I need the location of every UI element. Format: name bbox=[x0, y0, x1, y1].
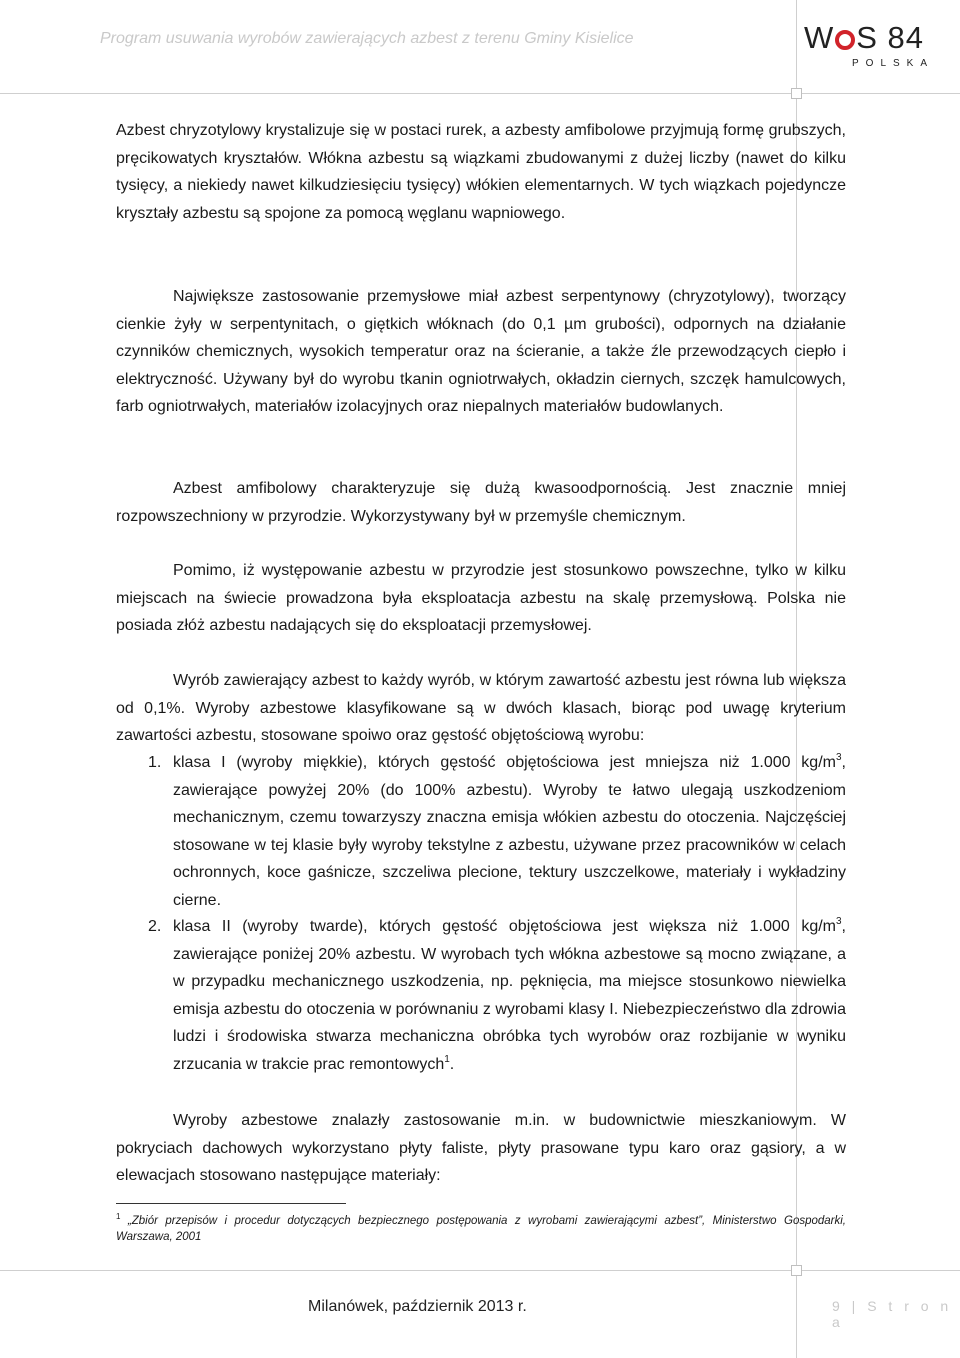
header-rule bbox=[0, 93, 960, 94]
company-logo bbox=[800, 20, 940, 70]
footnote-number: 1 bbox=[116, 1212, 121, 1221]
paragraph-serpentine-usage: Największe zastosowanie przemysłowe miał azbest serpentynowy (chryzotylowy), tworzący cienkie żyły w serpentynitach, o giętkich włóknach (do 0,1 µm grubości), odpornych na działanie czynników chemicznych, wysokich temperatur oraz na ścieranie, a także źle przewodzących ciepło i elektryczność. Używany był do wyrobu tkanin ogniotrwałych, okładzin ciernych, szczęk hamulcowych, farb ogniotrwałych, materiałów izolacyjnych oraz niepalnych materiałów budowlanych. bbox=[116, 288, 846, 416]
document-header-title: Program usuwania wyrobów zawierających azbest z terenu Gminy Kisielice bbox=[100, 30, 634, 47]
footer-corner-marker bbox=[791, 1265, 802, 1276]
page-number: 9 | S t r o n a bbox=[832, 1298, 953, 1330]
footnote-reference[interactable]: 1 bbox=[444, 1053, 450, 1065]
paragraph-amphibole: Azbest amfibolowy charakteryzuje się dużą kwasoodpornością. Jest znacznie mniej rozpowszechniony w przyrodzie. Wykorzystywany był w przemyśle chemicznym. bbox=[116, 480, 846, 525]
list-number: 1. bbox=[148, 754, 162, 771]
list-item-text: klasa II (wyroby twarde), których gęstość objętościowa jest większa niż 1.000 $kg/m^3$, zawierające poniżej 20% azbestu. W wyrobach tych włókna azbestowe są mocno związane, a w przypadku mechanicznego uszkodzenia, np. pęknięcia, ma miejsce stosunkowo niewielka emisja azbestu do otoczenia w porównaniu z wyrobami klasy I. Niebezpieczeństwo dla zdrowia ludzi i środowiska stwarza mechaniczna obróbka tych wyrobów oraz rozbijanie w wyniku zrzucania w trakcie prac remontowych$^1$. bbox=[173, 916, 846, 1073]
paragraph-chrysotile-structure: Azbest chryzotylowy krystalizuje się w postaci rurek, a azbesty amfibolowe przyjmują formę grubszych, pręcikowatych kryształów. Włókna azbestu są wiązkami zbudowanymi z dużej liczby (nawet do kilku tysięcy, a niekiedy nawet kilkudziesięciu tysięcy) włókien elementarnych. W tych wiązkach pojedyncze kryształy azbestu są spojone za pomocą węglanu wapniowego. bbox=[116, 122, 846, 222]
logo-subtitle: POLSKA bbox=[852, 58, 935, 69]
list-item-text: klasa I (wyroby miękkie), których gęstość objętościowa jest mniejsza niż 1.000 $kg/m^3$, zawierające powyżej 20% (do 100% azbestu). Wyroby te łatwo ulegają uszkodzeniom mechanicznym, czemu towarzyszy znaczna emisja włókien azbestu do otoczenia. Najczęściej stosowane w tej klasie były wyroby tekstylne z azbestu, używane przez pracowników w celach ochronnych, koce gaśnicze, szczeliwa plecione, tektury uszczelkowe, materiały i wykładziny cierne. bbox=[173, 752, 846, 909]
logo-ring-icon bbox=[835, 30, 855, 50]
footer-rule bbox=[0, 1270, 960, 1271]
paragraph-occurrence: Pomimo, iż występowanie azbestu w przyrodzie jest stosunkowo powszechne, tylko w kilku miejscach na świecie prowadzona była eksploatacja azbestu na skalę przemysłową. Polska nie posiada złóż azbestu nadających się do eksploatacji przemysłowej. bbox=[116, 562, 846, 635]
footnote-text: „Zbiór przepisów i procedur dotyczących bezpiecznego postępowania z wyrobami zawierającymi azbest”, Ministerstwo Gospodarki, Warszawa, 2001 bbox=[116, 1215, 846, 1243]
list-number: 2. bbox=[148, 918, 162, 935]
paragraph-construction-usage: Wyroby azbestowe znalazły zastosowanie m.in. w budownictwie mieszkaniowym. W pokryciach dachowych wykorzystano płyty faliste, płyty prasowane typu karo oraz gąsiory, a w elewacjach stosowano następujące materiały: bbox=[116, 1112, 846, 1185]
footer-place-date: Milanówek, październik 2013 r. bbox=[308, 1298, 527, 1315]
footnote-separator bbox=[116, 1203, 346, 1204]
header-corner-marker bbox=[791, 88, 802, 99]
footnote bbox=[116, 1213, 846, 1245]
logo-wordmark: W S 84 bbox=[804, 20, 925, 55]
paragraph-product-definition: Wyrób zawierający azbest to każdy wyrób, w którym zawartość azbestu jest równa lub większa od 0,1%. Wyroby azbestowe klasyfikowane są w dwóch klasach, biorąc pod uwagę kryterium zawartości azbestu, stosowane spoiwo oraz gęstość objętościową wyrobu: bbox=[116, 672, 846, 745]
